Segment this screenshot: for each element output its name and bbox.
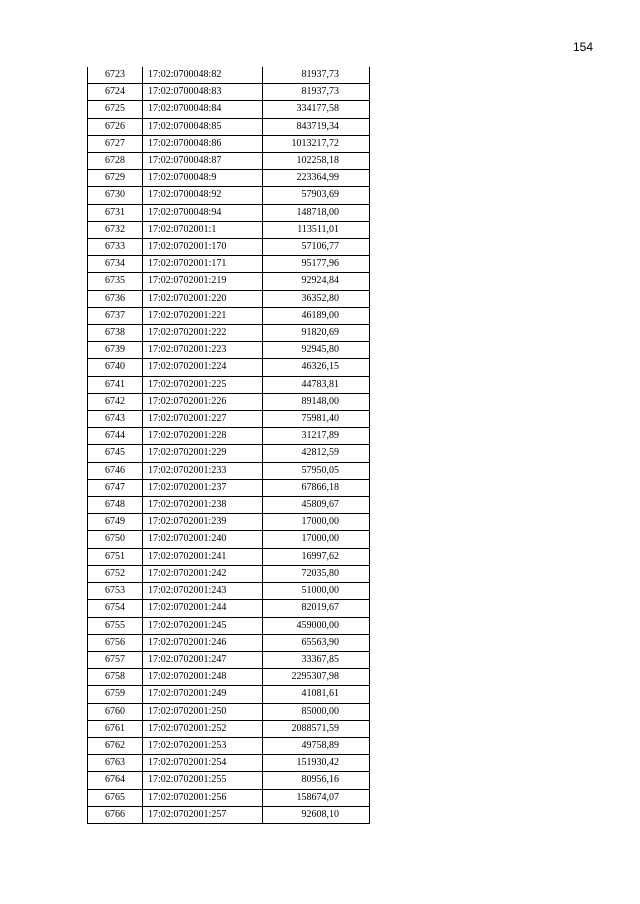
cadastral-value-cell: 82019,67: [263, 600, 370, 617]
cadastral-number-cell: 17:02:0702001:229: [143, 445, 263, 462]
row-number-cell: 6747: [88, 479, 143, 496]
cadastral-value-cell: 17000,00: [263, 514, 370, 531]
cadastral-number-cell: 17:02:0700048:83: [143, 84, 263, 101]
cadastral-number-cell: 17:02:0702001:247: [143, 651, 263, 668]
table-row: [88, 393, 370, 410]
table-row: [88, 806, 370, 823]
table-row: [88, 497, 370, 514]
cadastral-number-cell: 17:02:0700048:82: [143, 67, 263, 84]
cadastral-value-cell: 92945,80: [263, 342, 370, 359]
row-number-cell: 6753: [88, 583, 143, 600]
table-row: [88, 256, 370, 273]
cadastral-number-cell: 17:02:0702001:227: [143, 411, 263, 428]
table-row: [88, 651, 370, 668]
row-number-cell: 6765: [88, 789, 143, 806]
row-number-cell: 6754: [88, 600, 143, 617]
cadastral-value-cell: 843719,34: [263, 118, 370, 135]
row-number-cell: 6757: [88, 651, 143, 668]
cadastral-value-cell: 1013217,72: [263, 135, 370, 152]
row-number-cell: 6758: [88, 669, 143, 686]
cadastral-number-cell: 17:02:0702001:170: [143, 239, 263, 256]
cadastral-value-cell: 459000,00: [263, 617, 370, 634]
cadastral-number-cell: 17:02:0702001:255: [143, 772, 263, 789]
row-number-cell: 6725: [88, 101, 143, 118]
table-row: [88, 325, 370, 342]
cadastral-number-cell: 17:02:0702001:228: [143, 428, 263, 445]
cadastral-value-cell: 57903,69: [263, 187, 370, 204]
cadastral-value-cell: 17000,00: [263, 531, 370, 548]
cadastral-number-cell: 17:02:0702001:246: [143, 634, 263, 651]
table-row: [88, 720, 370, 737]
row-number-cell: 6746: [88, 462, 143, 479]
cadastral-value-cell: 151930,42: [263, 755, 370, 772]
row-number-cell: 6734: [88, 256, 143, 273]
table-row: [88, 445, 370, 462]
table-row: [88, 342, 370, 359]
row-number-cell: 6739: [88, 342, 143, 359]
table-row: [88, 669, 370, 686]
table-row: [88, 411, 370, 428]
cadastral-number-cell: 17:02:0702001:221: [143, 307, 263, 324]
row-number-cell: 6740: [88, 359, 143, 376]
cadastral-value-cell: 36352,80: [263, 290, 370, 307]
cadastral-number-cell: 17:02:0700048:86: [143, 135, 263, 152]
row-number-cell: 6724: [88, 84, 143, 101]
cadastral-number-cell: 17:02:0700048:85: [143, 118, 263, 135]
table-row: [88, 548, 370, 565]
cadastral-value-cell: 223364,99: [263, 170, 370, 187]
table-row: [88, 290, 370, 307]
table-row: [88, 101, 370, 118]
cadastral-number-cell: 17:02:0702001:171: [143, 256, 263, 273]
row-number-cell: 6729: [88, 170, 143, 187]
cadastral-value-table-container: [87, 67, 369, 824]
table-row: [88, 565, 370, 582]
table-row: [88, 307, 370, 324]
cadastral-number-cell: 17:02:0700048:92: [143, 187, 263, 204]
row-number-cell: 6723: [88, 67, 143, 84]
cadastral-value-cell: 102258,18: [263, 153, 370, 170]
table-row: [88, 789, 370, 806]
table-row: [88, 514, 370, 531]
row-number-cell: 6749: [88, 514, 143, 531]
table-row: [88, 221, 370, 238]
cadastral-value-cell: 148718,00: [263, 204, 370, 221]
cadastral-value-cell: 80956,16: [263, 772, 370, 789]
table-row: [88, 153, 370, 170]
table-row: [88, 772, 370, 789]
row-number-cell: 6750: [88, 531, 143, 548]
cadastral-value-cell: 46189,00: [263, 307, 370, 324]
cadastral-number-cell: 17:02:0702001:249: [143, 686, 263, 703]
row-number-cell: 6727: [88, 135, 143, 152]
row-number-cell: 6738: [88, 325, 143, 342]
row-number-cell: 6742: [88, 393, 143, 410]
cadastral-value-cell: 42812,59: [263, 445, 370, 462]
cadastral-number-cell: 17:02:0700048:94: [143, 204, 263, 221]
row-number-cell: 6731: [88, 204, 143, 221]
cadastral-value-cell: 92608,10: [263, 806, 370, 823]
table-row: [88, 84, 370, 101]
row-number-cell: 6732: [88, 221, 143, 238]
cadastral-value-cell: 92924,84: [263, 273, 370, 290]
table-row: [88, 634, 370, 651]
table-row: [88, 531, 370, 548]
row-number-cell: 6743: [88, 411, 143, 428]
table-row: [88, 67, 370, 84]
cadastral-number-cell: 17:02:0702001:222: [143, 325, 263, 342]
table-row: [88, 376, 370, 393]
row-number-cell: 6760: [88, 703, 143, 720]
cadastral-value-cell: 45809,67: [263, 497, 370, 514]
cadastral-number-cell: 17:02:0700048:87: [143, 153, 263, 170]
cadastral-value-cell: 89148,00: [263, 393, 370, 410]
row-number-cell: 6733: [88, 239, 143, 256]
cadastral-value-cell: 41081,61: [263, 686, 370, 703]
cadastral-number-cell: 17:02:0702001:233: [143, 462, 263, 479]
cadastral-value-cell: 158674,07: [263, 789, 370, 806]
table-row: [88, 170, 370, 187]
row-number-cell: 6741: [88, 376, 143, 393]
cadastral-number-cell: 17:02:0702001:250: [143, 703, 263, 720]
cadastral-value-cell: 46326,15: [263, 359, 370, 376]
table-row: [88, 187, 370, 204]
table-row: [88, 583, 370, 600]
cadastral-value-cell: 75981,40: [263, 411, 370, 428]
table-row: [88, 703, 370, 720]
table-row: [88, 462, 370, 479]
cadastral-number-cell: 17:02:0702001:219: [143, 273, 263, 290]
cadastral-number-cell: 17:02:0702001:225: [143, 376, 263, 393]
cadastral-number-cell: 17:02:0700048:9: [143, 170, 263, 187]
cadastral-value-cell: 67866,18: [263, 479, 370, 496]
row-number-cell: 6752: [88, 565, 143, 582]
row-number-cell: 6756: [88, 634, 143, 651]
cadastral-number-cell: 17:02:0702001:254: [143, 755, 263, 772]
cadastral-value-cell: 95177,96: [263, 256, 370, 273]
table-row: [88, 204, 370, 221]
row-number-cell: 6751: [88, 548, 143, 565]
cadastral-value-cell: 91820,69: [263, 325, 370, 342]
row-number-cell: 6737: [88, 307, 143, 324]
table-row: [88, 600, 370, 617]
cadastral-number-cell: 17:02:0702001:257: [143, 806, 263, 823]
cadastral-value-cell: 57106,77: [263, 239, 370, 256]
row-number-cell: 6755: [88, 617, 143, 634]
cadastral-value-cell: 2295307,98: [263, 669, 370, 686]
cadastral-value-cell: 2088571,59: [263, 720, 370, 737]
row-number-cell: 6762: [88, 737, 143, 754]
cadastral-number-cell: 17:02:0700048:84: [143, 101, 263, 118]
row-number-cell: 6730: [88, 187, 143, 204]
row-number-cell: 6744: [88, 428, 143, 445]
cadastral-value-cell: 57950,05: [263, 462, 370, 479]
table-row: [88, 135, 370, 152]
cadastral-value-cell: 85000,00: [263, 703, 370, 720]
table-row: [88, 359, 370, 376]
cadastral-value-cell: 51000,00: [263, 583, 370, 600]
cadastral-value-cell: 72035,80: [263, 565, 370, 582]
cadastral-value-cell: 16997,62: [263, 548, 370, 565]
table-row: [88, 617, 370, 634]
cadastral-number-cell: 17:02:0702001:223: [143, 342, 263, 359]
cadastral-value-cell: 334177,58: [263, 101, 370, 118]
table-row: [88, 239, 370, 256]
row-number-cell: 6735: [88, 273, 143, 290]
cadastral-value-cell: 81937,73: [263, 84, 370, 101]
page-number: 154: [572, 40, 593, 54]
row-number-cell: 6761: [88, 720, 143, 737]
cadastral-number-cell: 17:02:0702001:253: [143, 737, 263, 754]
cadastral-number-cell: 17:02:0702001:240: [143, 531, 263, 548]
cadastral-number-cell: 17:02:0702001:248: [143, 669, 263, 686]
row-number-cell: 6763: [88, 755, 143, 772]
row-number-cell: 6759: [88, 686, 143, 703]
table-row: [88, 737, 370, 754]
table-row: [88, 755, 370, 772]
cadastral-number-cell: 17:02:0702001:220: [143, 290, 263, 307]
table-row: [88, 118, 370, 135]
row-number-cell: 6748: [88, 497, 143, 514]
cadastral-number-cell: 17:02:0702001:238: [143, 497, 263, 514]
cadastral-value-cell: 65563,90: [263, 634, 370, 651]
cadastral-number-cell: 17:02:0702001:1: [143, 221, 263, 238]
table-row: [88, 273, 370, 290]
row-number-cell: 6736: [88, 290, 143, 307]
row-number-cell: 6764: [88, 772, 143, 789]
cadastral-number-cell: 17:02:0702001:256: [143, 789, 263, 806]
cadastral-number-cell: 17:02:0702001:243: [143, 583, 263, 600]
table-row: [88, 686, 370, 703]
cadastral-value-table: [87, 67, 370, 824]
cadastral-number-cell: 17:02:0702001:239: [143, 514, 263, 531]
cadastral-number-cell: 17:02:0702001:252: [143, 720, 263, 737]
cadastral-number-cell: 17:02:0702001:226: [143, 393, 263, 410]
cadastral-value-cell: 31217,89: [263, 428, 370, 445]
row-number-cell: 6728: [88, 153, 143, 170]
table-row: [88, 428, 370, 445]
row-number-cell: 6745: [88, 445, 143, 462]
cadastral-value-cell: 81937,73: [263, 67, 370, 84]
cadastral-number-cell: 17:02:0702001:237: [143, 479, 263, 496]
row-number-cell: 6766: [88, 806, 143, 823]
cadastral-value-cell: 49758,89: [263, 737, 370, 754]
cadastral-number-cell: 17:02:0702001:241: [143, 548, 263, 565]
cadastral-value-cell: 113511,01: [263, 221, 370, 238]
cadastral-number-cell: 17:02:0702001:245: [143, 617, 263, 634]
cadastral-number-cell: 17:02:0702001:242: [143, 565, 263, 582]
cadastral-number-cell: 17:02:0702001:244: [143, 600, 263, 617]
cadastral-value-cell: 44783,81: [263, 376, 370, 393]
cadastral-value-cell: 33367,85: [263, 651, 370, 668]
row-number-cell: 6726: [88, 118, 143, 135]
table-row: [88, 479, 370, 496]
cadastral-number-cell: 17:02:0702001:224: [143, 359, 263, 376]
table-body: [88, 67, 370, 823]
